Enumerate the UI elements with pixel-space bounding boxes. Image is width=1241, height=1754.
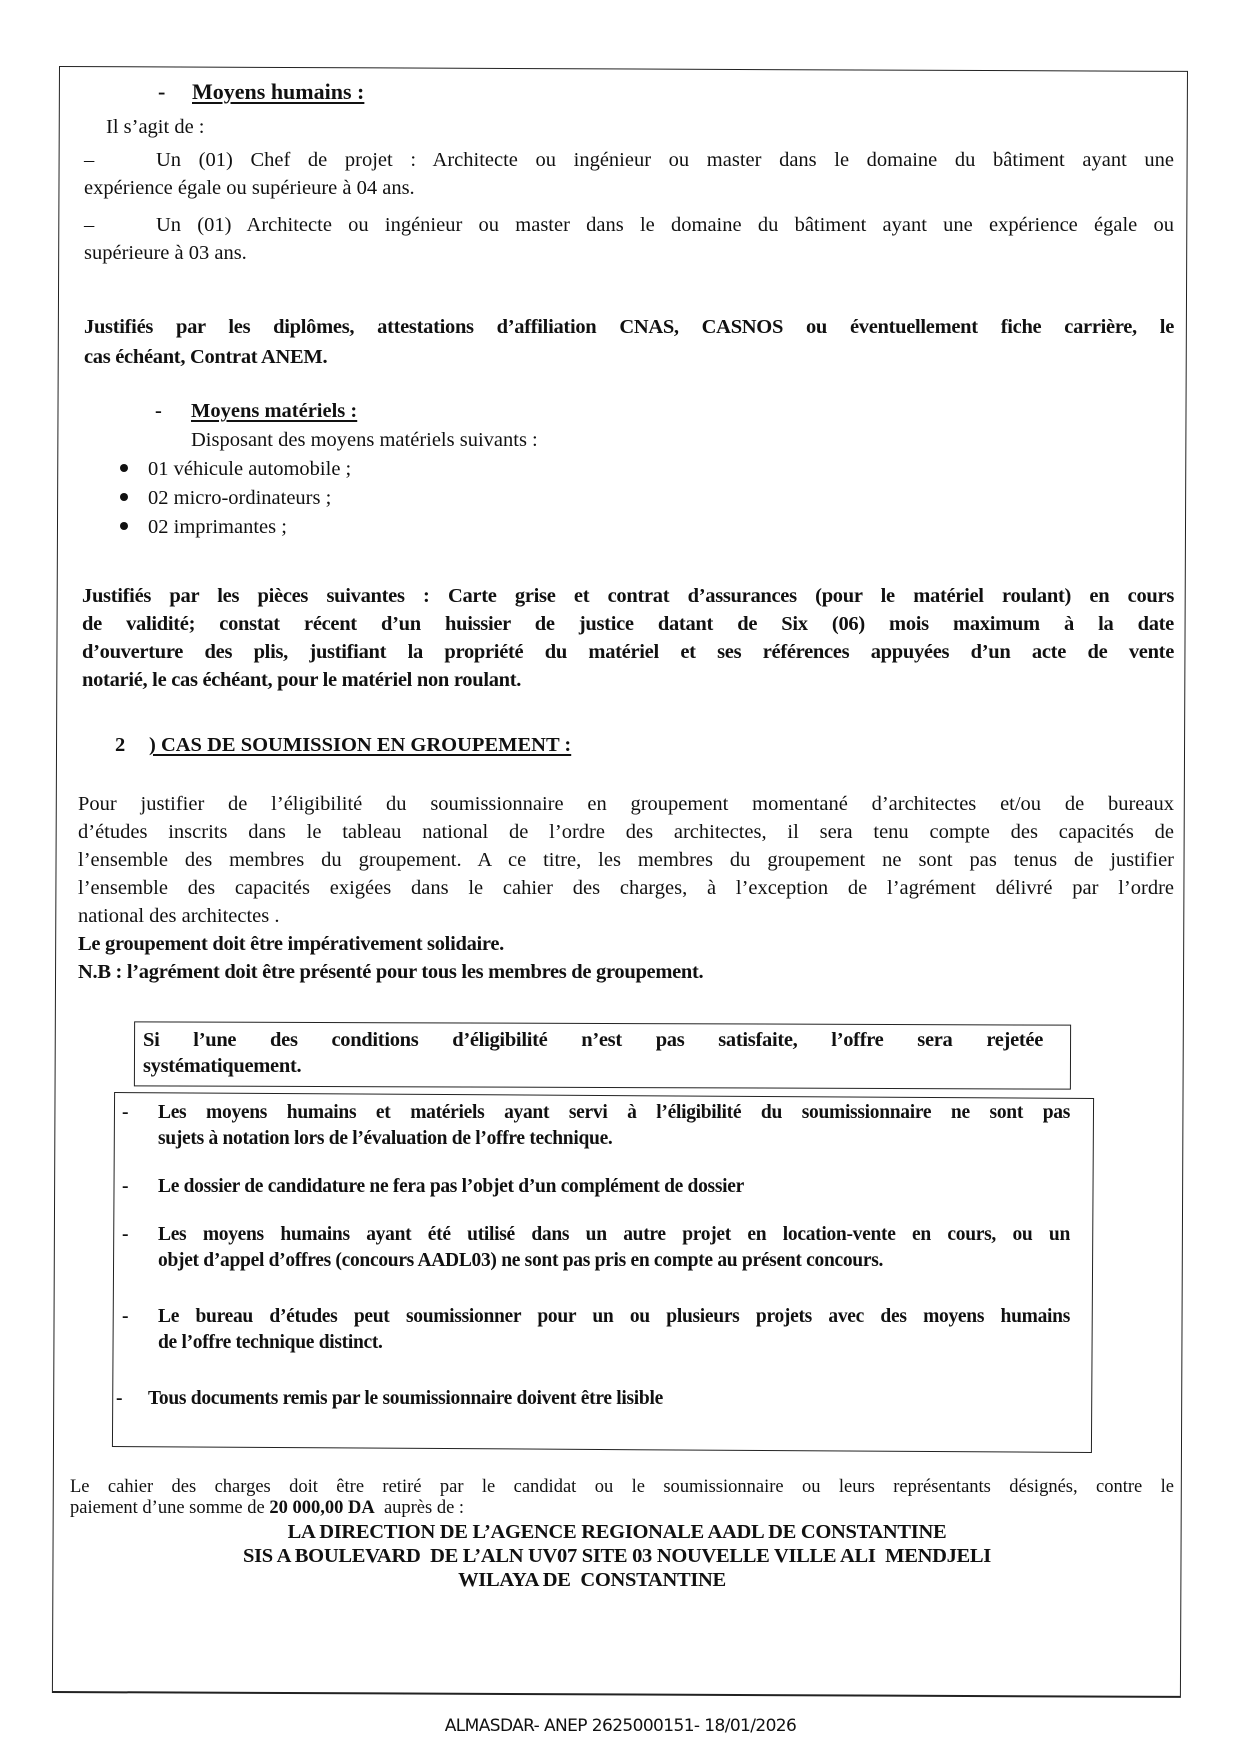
groupement-nb: N.B : l’agrément doit être présenté pour tous les membres de groupement. [78,961,704,983]
moyens-materiels-list [120,456,351,543]
retrait-paragraph: Le cahier des charges doit être retiré par le candidat ou le soumissionnaire ou leurs représentants désignés, contre le paiement d’une somme de 20 000,00 DA auprès de : [70,1477,1174,1518]
list-item: 02 imprimantes ; [120,514,351,543]
note-item: - Les moyens humains et matériels ayant servi à l’éligibilité du soumissionnaire ne sont pas sujets à notation lors de l’évaluation de l’offre technique. [122,1102,1070,1149]
moyens-humains-intro: Il s’agit de : [106,116,205,138]
groupement-solidaire: Le groupement doit être impérativement solidaire. [78,933,504,955]
moyens-humains-heading: Moyens humains : [192,79,365,104]
note-item: - Le dossier de candidature ne fera pas l’objet d’un complément de dossier [122,1176,744,1197]
notes-list [116,1100,1070,1416]
section-2-heading: ) CAS DE SOUMISSION EN GROUPEMENT : [149,734,572,756]
moyens-materiels-intro: Disposant des moyens matériels suivants : [191,429,538,451]
note-item: - Les moyens humains ayant été utilisé dans un autre projet en location-vente en cours, ou un objet d’appel d’offres (concours AADL03) ne sont pas pris en compte au présent concours. [122,1224,1070,1271]
rejection-text: Si l’une des conditions d’éligibilité n’est pas satisfaite, l’offre sera rejetée systématiquement. [143,1029,1043,1077]
moyens-humains-heading-row [158,79,364,105]
list-item: 01 véhicule automobile ; [120,456,351,485]
heading-marker: - [158,79,166,104]
moyens-materiels-heading: Moyens matériels : [191,400,358,422]
fee-amount: 20 000,00 DA [269,1498,375,1518]
bullet-icon [120,493,128,501]
note-item: - Le bureau d’études peut soumissionner pour un ou plusieurs projets avec des moyens humains de l’offre technique distinct. [122,1306,1070,1353]
groupement-paragraph: Pour justifier de l’éligibilité du soumissionnaire en groupement momentané d’architectes et/ou de bureaux d’études inscrits dans le tableau national de l’ordre des architectes, il sera tenu compte des capacités de l’ensemble des membres du groupement. A ce titre, les membres du groupement ne sont pas tenus de justifier l’ensemble des capacités exigées dans le cahier des charges, à l’exception de l’agrément délivré par l’ordre national des architectes . [78,793,1174,927]
footer-reference: ALMASDAR- ANEP 2625000151- 18/01/2026 [444,1716,797,1736]
moyens-humains-item-1: – Un (01) Chef de projet : Architecte ou ingénieur ou master dans le domaine du bâtiment ayant une expérience égale ou supérieure à 04 ans. [84,149,1174,199]
bullet-icon [120,464,128,472]
moyens-materiels-justification: Justifiés par les pièces suivantes : Carte grise et contrat d’assurances (pour le matériel roulant) en cours de validité; constat récent d’un huissier de justice datant de Six (06) mois maximum à la date d’ouverture des plis, justifiant la propriété du matériel et ses références appuyées d’un acte de vente notarié, le cas échéant, pour le matériel non roulant. [82,585,1174,691]
section-2-heading-row [115,732,571,758]
list-item: 02 micro-ordinateurs ; [120,485,351,514]
section-number: 2 [115,734,126,756]
note-item: - Tous documents remis par le soumissionnaire doivent être lisible [116,1388,663,1409]
moyens-humains-justification: Justifiés par les diplômes, attestations d’affiliation CNAS, CASNOS ou éventuellement fiche carrière, le cas échéant, Contrat ANEM. [84,316,1174,368]
moyens-humains-item-2: – Un (01) Architecte ou ingénieur ou master dans le domaine du bâtiment ayant une expérience égale ou supérieure à 03 ans. [84,214,1174,264]
bullet-icon [120,522,128,530]
moyens-materiels-heading-row: - Moyens matériels : [155,400,358,422]
address-block: LA DIRECTION DE L’AGENCE REGIONALE AADL DE CONSTANTINE SIS A BOULEVARD DE L’ALN UV07 SITE 03 NOUVELLE VILLE ALI MENDJELI WILAYA DE CONSTANTINE [243,1521,991,1591]
